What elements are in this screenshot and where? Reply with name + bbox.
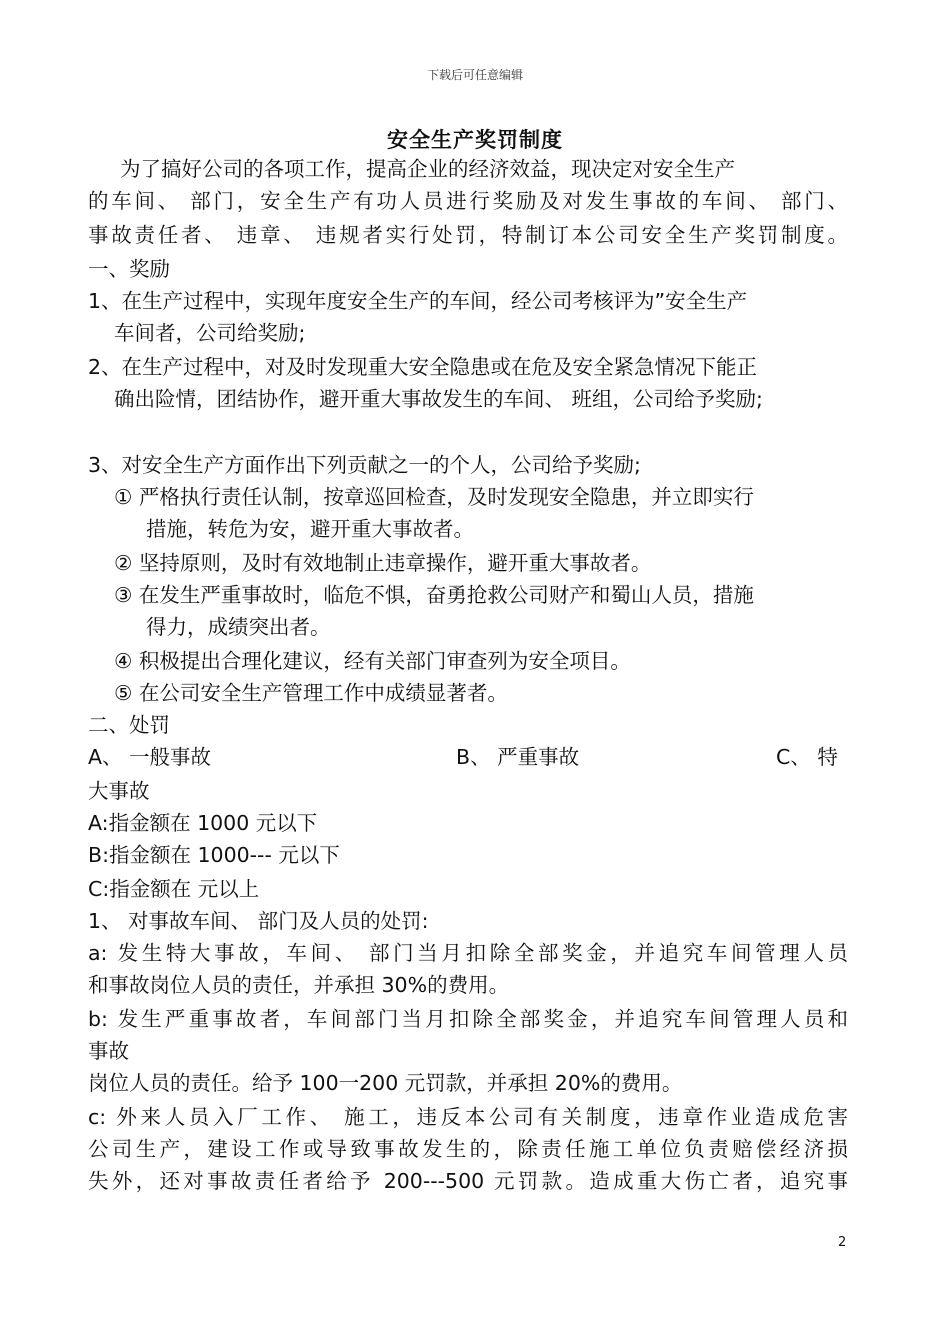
category-c: C、 特 [776,745,838,769]
penalty-heading-1: 1、 对事故车间、 部门及人员的处罚: [88,909,429,933]
reward-sub-3-line-1: ③ 在发生严重事故时，临危不惧，奋勇抢救公司财产和蜀山人员，措施 [114,583,754,607]
category-b: B、 严重事故 [456,745,580,769]
penalty-b-line-2: 事故 [88,1039,129,1063]
penalty-b-line-3: 岗位人员的责任。给予 100一200 元罚款，并承担 20%的费用。 [88,1071,683,1095]
intro-line-1: 为了搞好公司的各项工作，提高企业的经济效益，现决定对安全生产 [120,157,735,181]
reward-sub-2: ② 坚持原则，及时有效地制止违章操作，避开重大事故者。 [114,551,652,575]
penalty-a-line-2: 和事故岗位人员的责任，并承担 30%的费用。 [88,973,510,997]
reward-item-1-line-1: 1、在生产过程中，实现年度安全生产的车间，经公司考核评为”安全生产 [88,289,748,313]
definition-a: A:指金额在 1000 元以下 [88,811,318,835]
definition-c: C:指金额在 元以上 [88,877,260,901]
category-c-continued: 大事故 [88,779,150,803]
penalty-c-line-1: c: 外来人员入厂工作、 施工，违反本公司有关制度，违章作业造成危害 [88,1105,848,1129]
definition-b: B:指金额在 1000--- 元以下 [88,843,340,867]
penalty-b-line-1: b: 发生严重事故者，车间部门当月扣除全部奖金，并追究车间管理人员和 [88,1007,848,1031]
reward-item-2-line-2: 确出险情，团结协作，避开重大事故发生的车间、 班组，公司给予奖励; [114,387,763,411]
penalty-a-line-1: a: 发生特大事故，车间、 部门当月扣除全部奖金，并追究车间管理人员 [88,941,848,965]
reward-sub-4: ④ 积极提出合理化建议，经有关部门审查列为安全项目。 [114,649,631,673]
intro-line-3: 事故责任者、 违章、 违规者实行处罚，特制订本公司安全生产奖罚制度。 [88,223,848,247]
page-number: 2 [838,1235,847,1250]
section-heading-reward: 一、奖励 [88,257,170,281]
reward-item-2-line-1: 2、在生产过程中，对及时发现重大安全隐患或在危及安全紧急情况下能正 [88,355,758,379]
penalty-c-line-2: 公司生产，建设工作或导致事故发生的，除责任施工单位负责赔偿经济损 [88,1137,848,1161]
document-title: 安全生产奖罚制度 [387,128,563,152]
header-note: 下载后可任意编辑 [426,68,523,82]
intro-line-2: 的车间、 部门，安全生产有功人员进行奖励及对发生事故的车间、 部门、 [88,189,848,213]
reward-item-1-line-2: 车间者，公司给奖励; [114,321,306,345]
reward-item-3: 3、对安全生产方面作出下列贡献之一的个人，公司给予奖励; [88,453,641,477]
reward-sub-1-line-1: ① 严格执行责任认制，按章巡回检查，及时发现安全隐患，并立即实行 [114,485,754,509]
penalty-c-line-3: 失外，还对事故责任者给予 200---500 元罚款。造成重大伤亡者，追究事 [88,1169,848,1193]
category-a: A、 一般事故 [88,745,212,769]
reward-sub-5: ⑤ 在公司安全生产管理工作中成绩显著者。 [114,681,508,705]
reward-sub-1-line-2: 措施，转危为安，避开重大事故者。 [146,517,474,541]
reward-sub-3-line-2: 得力，成绩突出者。 [146,615,331,639]
section-heading-penalty: 二、处罚 [88,713,170,737]
